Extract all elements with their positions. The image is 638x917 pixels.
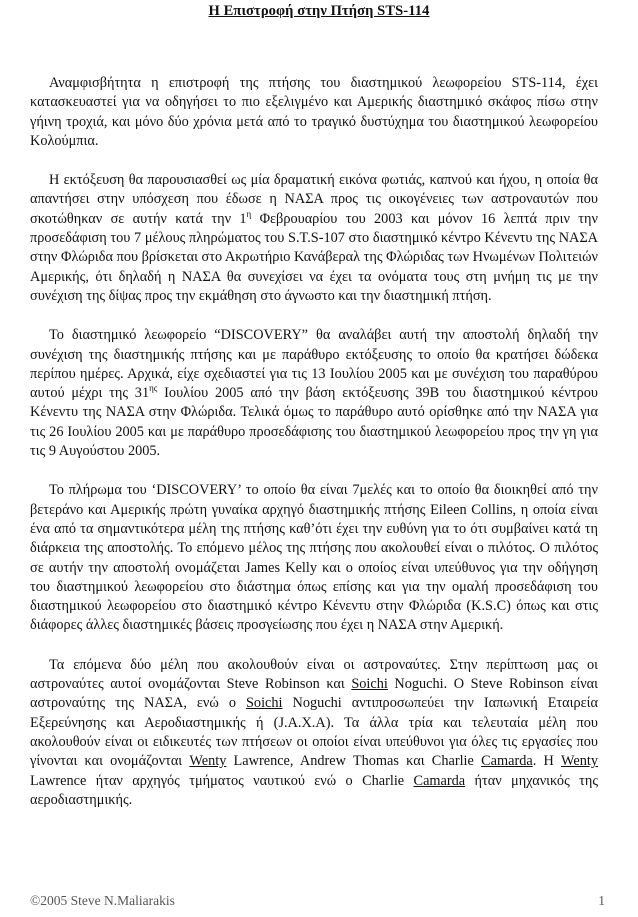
paragraph-5-text-b: Noguchi. Ο Steve Robinson είναι αστροναύτης της ΝΑΣΑ, ενώ ο: [30, 676, 598, 712]
underlined-name: Wenty: [561, 753, 598, 770]
paragraph-5-text-d: Lawrence, Andrew Thomas και Charlie: [226, 753, 482, 770]
paragraph-5-text-a: Τα επόμενα δύο μέλη που ακολουθούν είναι οι αστροναύτες. Στην περίπτωση μας οι αστροναύτες αυτοί ονομάζονται Steve Robinson και: [30, 656, 598, 693]
document-body: [30, 74, 598, 830]
paragraph-4: Το πλήρωμα του ‘DISCOVERY’ το οποίο θα είναι 7μελές και το οποίο θα διοικηθεί από την βετεράνο και Αμερικής πρώτη γυναίκα αρχηγό διαστημικής πτήσης Eileen Collins, η οποία είναι ένα από τα σημαντικότερα μέλη της πτήσης καθ’ότι έχει την ευθύνη για το ότι συμβαίνει κατά τη διάρκεια της αποστολής. Το επόμενο μέλος της πτήσης που ακολουθεί είναι ο πιλότος. Ο πιλότος σε αυτήν την αποστολή ονομάζεται James Kelly και ο οποίος είναι υπεύθυνος για την οδήγηση του διαστημικού λεωφορείου στο διάστημα όπως επίσης και για την ομαλή προσεδάφιση του διαστημικού λεωφορείου στο διαστημικό κέντρο Κένεντυ στην Φλώριδα (K.S.C) όπως και στις διάφορες άλλες διαστημικές βάσεις προσγείωσης που έχει η ΝΑΣΑ στην Αμερική.: [30, 482, 598, 634]
underlined-name: Camarda: [481, 753, 533, 770]
superscript: ης: [149, 383, 158, 394]
superscript: η: [246, 209, 252, 220]
underlined-name: Soichi: [245, 695, 283, 712]
paragraph-3: [30, 326, 598, 461]
paragraph-5-text-c: Noguchi αντιπροσωπεύει την Ιαπωνική Εταιρεία Εξερεύνησης και Αεροδιαστημικής ή (J.A.X.A). Τα άλλα τρία και τελευταία μέλη που ακολουθούν είναι οι ειδικευτές των πτήσεων οι οποίοι είναι υπεύθυνοι για όλες τις εργασίες που γίνονται και ονομάζονται: [30, 695, 598, 770]
paragraph-1: Αναμφισβήτητα η επιστροφή της πτήσης του διαστημικού λεωφορείου STS-114, έχει κατασκευαστεί για να οδηγήσει το πιο εξελιγμένο και Αμερικής διαστημικό σκάφος πίσω στην γήινη τροχιά, και μόνο δύο χρόνια μετά από το τραγικό δυστύχημα του διαστημικού λεωφορείου Κολούμπια.: [30, 75, 598, 149]
underlined-name: Wenty: [189, 753, 227, 770]
paragraph-5-text-e: . Η: [532, 753, 562, 770]
underlined-name: Camarda: [413, 772, 466, 789]
page-number: 1: [598, 893, 605, 908]
underlined-name: Soichi: [351, 676, 388, 693]
footer-copyright: ©2005 Steve N.Maliarakis: [30, 893, 175, 908]
paragraph-2: [30, 171, 598, 306]
document-title: Η Επιστροφή στην Πτήση STS-114: [208, 3, 430, 19]
paragraph-2-text-b: Φεβρουαρίου του 2003 και μόνον 16 λεπτά πριν την προσεδάφιση του 7 μέλους πληρώματος του S.T.S-107 στο διαστημικό κέντρο Κένεντυ της ΝΑΣΑ στην Φλώριδα που βρίσκεται στο Ακρωτήριο Κανάβεραλ της Φλώριδας των Ηνωμένων Πολιτειών Αμερικής, ότι δηλαδή η ΝΑΣΑ θα συνεχίσει να έχει τα ονόματα τους στη μνήμη τις με την συνέχιση της δίψας προς την εκμάθηση στο άγνωστο και την διαστημική πτήση.: [30, 210, 598, 304]
paragraph-5-text-g: ήταν μηχανικός της αεροδιαστημικής.: [30, 772, 598, 808]
paragraph-5: [30, 656, 598, 810]
paragraph-5-text-f: Lawrence ήταν αρχηγός τμήματος ναυτικού ενώ ο Charlie: [30, 772, 414, 789]
paragraph-2-text-a: Η εκτόξευση θα παρουσιασθεί ως μία δραματική εικόνα φωτιάς, καπνού και ήχου, η οποία θα απαντήσει στην υπόσχεση που έδωσε η ΝΑΣΑ προς τις οικογένειες των αστροναυτών που σκοτώθηκαν σε αυτήν κατά την 1: [30, 172, 598, 227]
paragraph-3-text-b: Ιουλίου 2005 από την βάση εκτόξευσης 39B του διαστημικού κέντρου Κένεντυ της ΝΑΣΑ στην Φλώριδα. Τελικά όμως το παράθυρο αυτό ορίσθηκε από την ΝΑΣΑ για τις 26 Ιουλίου 2005 και με παράθυρο προσεδάφισης του διαστημικού λεωφορείου προς την γη για τις 9 Αυγούστου 2005.: [30, 385, 598, 460]
paragraph-3-text-a: Το διαστημικό λεωφορείο “DISCOVERY” θα αναλάβει αυτή την αποστολή δηλαδή την συνέχιση της διαστημικής πτήσης και με παράθυρο εκτόξευσης το οποίο θα κρατήσει δώδεκα περίπου ημέρες. Αρχικά, είχε σχεδιαστεί για τις 13 Ιουλίου 2005 και με συνέχιση του παραθύρου αυτού μέχρι της 31: [30, 327, 598, 402]
